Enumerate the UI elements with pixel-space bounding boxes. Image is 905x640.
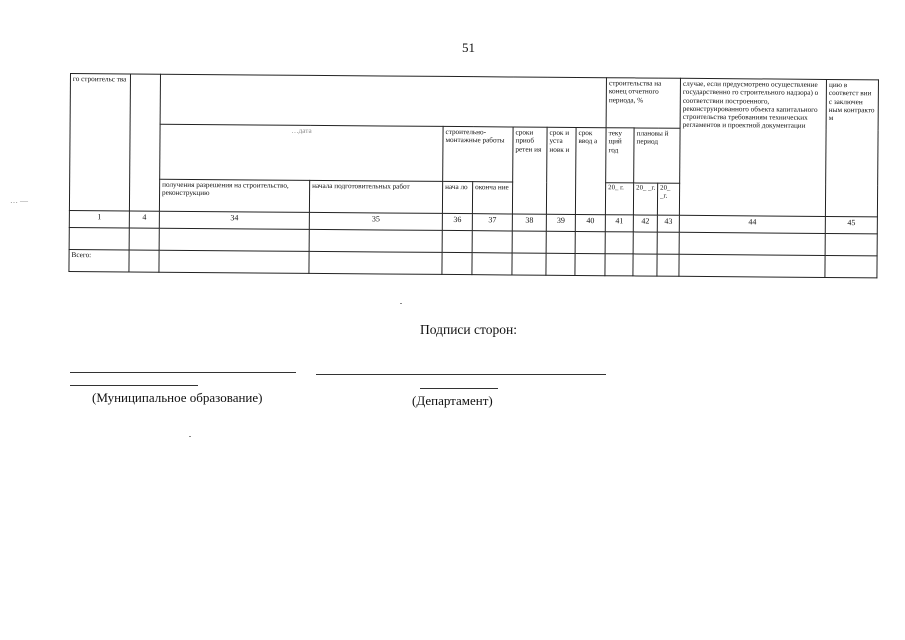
- header-cell-deadlines: [160, 74, 606, 128]
- header-cell-col35: начала подготовительных работ: [309, 180, 442, 213]
- column-number: 42: [633, 215, 657, 232]
- signature-label-municipality: (Муниципальное образование): [92, 390, 263, 405]
- header-cell-year-42: 20_ _г.: [633, 183, 657, 215]
- header-cell-dates: …дата: [160, 124, 443, 181]
- right-short-line: [420, 388, 498, 389]
- header-cell-col40: срок ввод а: [575, 127, 606, 214]
- scan-speck: [400, 303, 402, 304]
- right-signature-line: [316, 374, 606, 375]
- page-number: 51: [462, 40, 475, 55]
- faint-dash-mark: … —: [10, 196, 28, 205]
- scan-speck: [189, 436, 191, 437]
- left-short-line: [70, 385, 198, 386]
- header-cell-contract: цию в соответст вии с заключен ным контракто м: [825, 79, 878, 216]
- signature-label-department: (Департамент): [412, 393, 493, 408]
- header-cell-col36: нача ло: [442, 181, 472, 213]
- header-cell-conclusion: случае, если предусмотрено осуществление государственно го строительного надзора) о соответствии построенного, реконструированного объекта капитального строительства требованиям технических регламентов и проектной документации: [679, 78, 826, 216]
- header-cell-object: го строительс тва: [69, 74, 130, 211]
- column-number: 4: [129, 211, 159, 228]
- left-signature-line: [70, 372, 296, 373]
- column-number: 37: [472, 214, 512, 231]
- column-number: 1: [69, 210, 129, 227]
- header-cell-year-41: 20_ г.: [605, 183, 633, 215]
- total-label: Всего:: [69, 249, 129, 271]
- column-number: 43: [657, 215, 679, 232]
- header-cell-col38: сроки приоб ретен ия: [512, 127, 547, 214]
- column-number: 45: [825, 216, 877, 233]
- column-number: 36: [442, 213, 472, 230]
- header-cell-smr: строительно-монтажные работы: [443, 126, 513, 182]
- column-number: 38: [512, 214, 546, 231]
- signatures-title: Подписи сторон:: [420, 322, 517, 337]
- header-cell-year-43: 20_ _г.: [657, 183, 679, 215]
- header-cell-col34: получения разрешения на строительство, реконструкцию: [159, 179, 309, 212]
- header-cell-col39: срок и уста новк и: [546, 127, 576, 214]
- column-number: 41: [605, 215, 633, 232]
- column-number: 39: [546, 214, 575, 231]
- header-cell-plan: плановы й период: [634, 128, 680, 183]
- column-number: 40: [575, 214, 605, 231]
- report-table: [68, 73, 878, 278]
- header-cell-col37: оконча ние: [472, 182, 512, 214]
- column-number: 34: [159, 211, 309, 229]
- column-number: 44: [679, 215, 825, 233]
- column-number: 35: [309, 212, 442, 230]
- header-cell-col4: [129, 74, 160, 211]
- header-cell-readiness: строительства на конец отчетного периода, %: [606, 78, 680, 129]
- header-cell-col41: теку щий год: [606, 128, 634, 183]
